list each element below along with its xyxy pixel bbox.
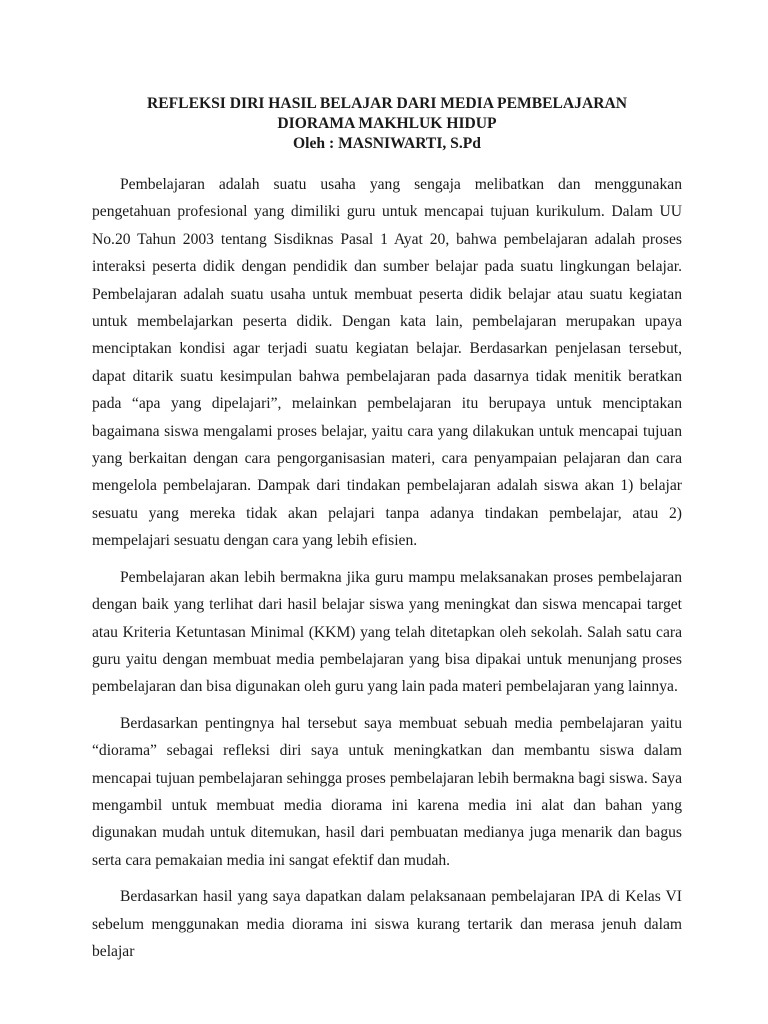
- paragraph-1: Pembelajaran adalah suatu usaha yang sengaja melibatkan dan menggunakan pengetahuan profesional yang dimiliki guru untuk mencapai tujuan kurikulum. Dalam UU No.20 Tahun 2003 tentang Sisdiknas Pasal 1 Ayat 20, bahwa pembelajaran adalah proses interaksi peserta didik dengan pendidik dan sumber belajar pada suatu lingkungan belajar. Pembelajaran adalah suatu usaha untuk membuat peserta didik belajar atau suatu kegiatan untuk membelajarkan peserta didik. Dengan kata lain, pembelajaran merupakan upaya menciptakan kondisi agar terjadi suatu kegiatan belajar. Berdasarkan penjelasan tersebut, dapat ditarik suatu kesimpulan bahwa pembelajaran pada dasarnya tidak menitik beratkan pada “apa yang dipelajari”, melainkan pembelajaran itu berupaya untuk menciptakan bagaimana siswa mengalami proses belajar, yaitu cara yang dilakukan untuk mencapai tujuan yang berkaitan dengan cara pengorganisasian materi, cara penyampaian pelajaran dan cara mengelola pembelajaran. Dampak dari tindakan pembelajaran adalah siswa akan 1) belajar sesuatu yang mereka tidak akan pelajari tanpa adanya tindakan pembelajar, atau 2) mempelajari sesuatu dengan cara yang lebih efisien.: [92, 176, 682, 550]
- paragraph-2: Pembelajaran akan lebih bermakna jika guru mampu melaksanakan proses pembelajaran dengan baik yang terlihat dari hasil belajar siswa yang meningkat dan siswa mencapai target atau Kriteria Ketuntasan Minimal (KKM) yang telah ditetapkan oleh sekolah. Salah satu cara guru yaitu dengan membuat media pembelajaran yang bisa dipakai untuk menunjang proses pembelajaran dan bisa digunakan oleh guru yang lain pada materi pembelajaran yang lainnya.: [92, 568, 682, 696]
- paragraph-4: Berdasarkan hasil yang saya dapatkan dalam pelaksanaan pembelajaran IPA di Kelas VI sebelum menggunakan media diorama ini siswa kurang tertarik dan merasa jenuh dalam belajar: [92, 888, 682, 960]
- document-title: [92, 94, 682, 154]
- author-line: Oleh : MASNIWARTI, S.Pd: [293, 135, 481, 152]
- title-line-1: REFLEKSI DIRI HASIL BELAJAR DARI MEDIA PEMBELAJARAN: [146, 95, 628, 112]
- document-page: [92, 94, 682, 974]
- paragraph-3: Berdasarkan pentingnya hal tersebut saya membuat sebuah media pembelajaran yaitu “diorama” sebagai refleksi diri saya untuk meningkatkan dan membantu siswa dalam mencapai tujuan pembelajaran sehingga proses pembelajaran lebih bermakna bagi siswa. Saya mengambil untuk membuat media diorama ini karena media ini alat dan bahan yang digunakan mudah untuk ditemukan, hasil dari pembuatan medianya juga menarik dan bagus serta cara pemakaian media ini sangat efektif dan mudah.: [92, 714, 682, 869]
- title-line-2: DIORAMA MAKHLUK HIDUP: [277, 115, 497, 132]
